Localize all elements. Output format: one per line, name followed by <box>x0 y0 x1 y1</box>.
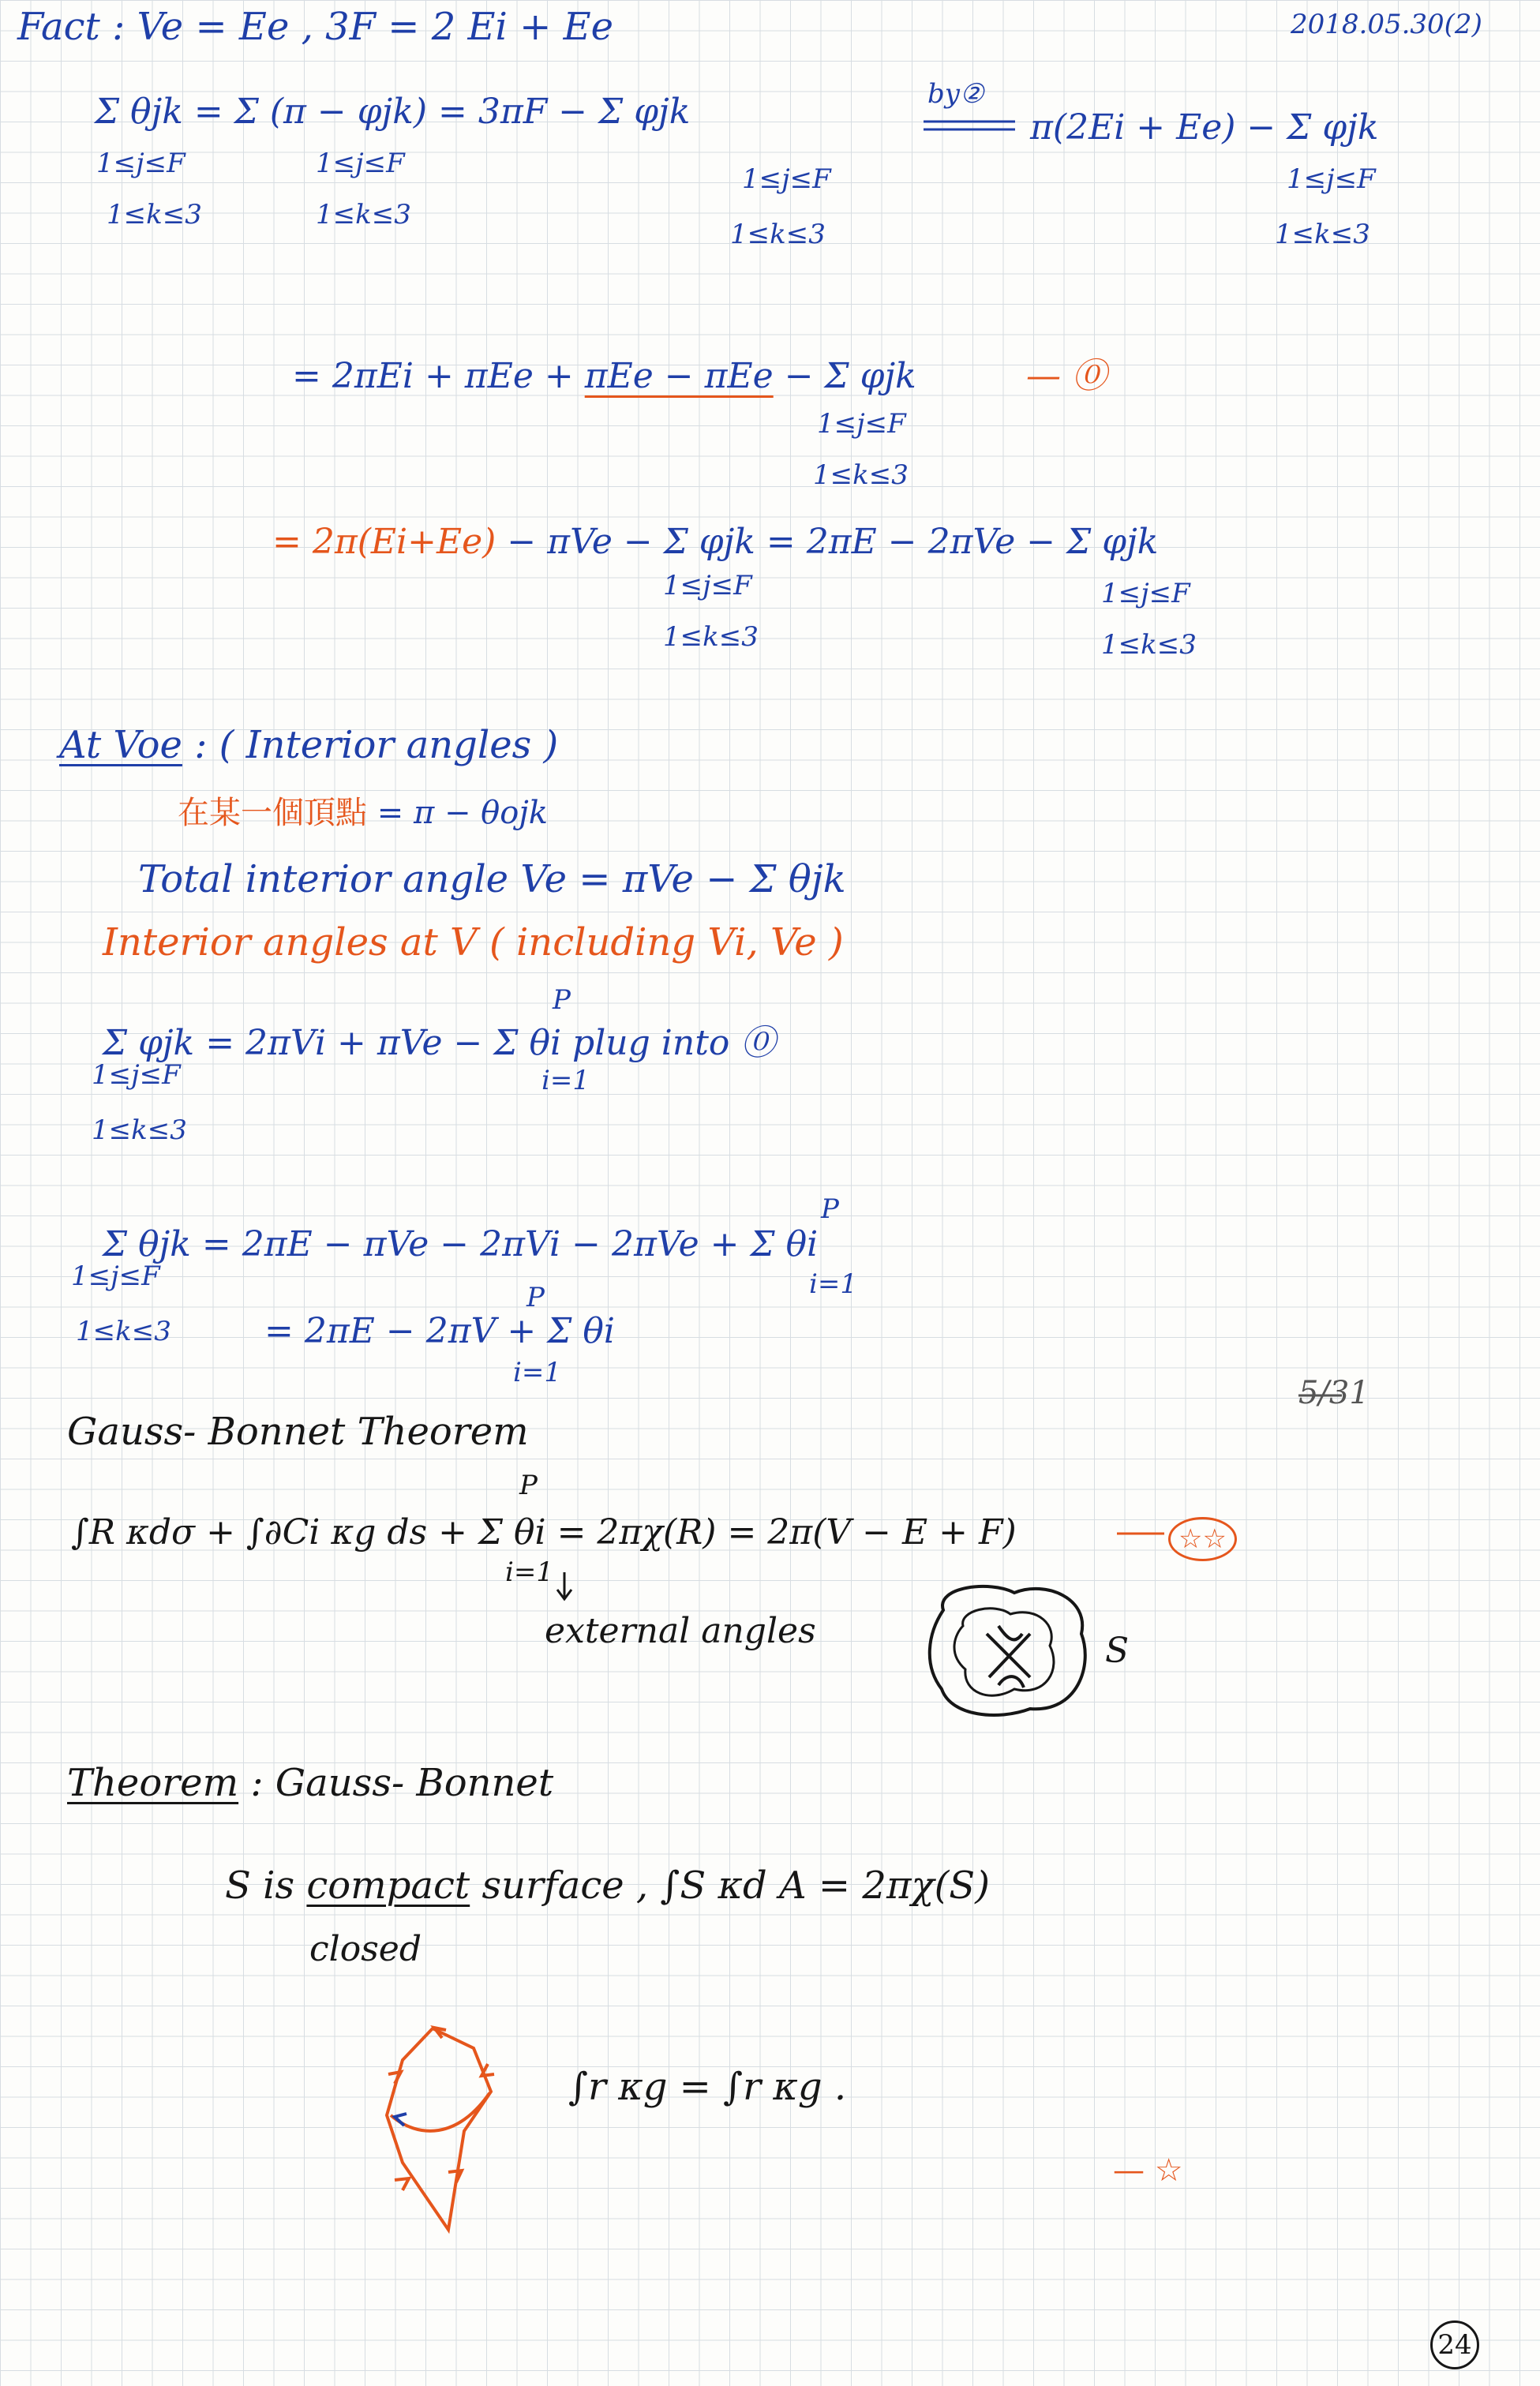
eq3-blue: − πVe − Σ φjk = 2πE − 2πVe − Σ φjk <box>507 522 1159 562</box>
theorem-title: : Gauss- Bonnet <box>250 1761 554 1805</box>
eq1-limit-k-4: 1≤k≤3 <box>1275 219 1370 250</box>
sum-theta-limit-k: 1≤k≤3 <box>76 1316 171 1347</box>
theorem-compact: compact <box>306 1863 470 1908</box>
eq1-limit-j-1: 1≤j≤F <box>96 148 185 179</box>
curve-diagram <box>371 2021 521 2242</box>
theorem-line <box>67 1761 554 1805</box>
margin-dash <box>1298 1393 1346 1398</box>
down-arrow-icon <box>553 1571 576 1602</box>
vertex-chinese-line <box>178 797 548 829</box>
eq3-orange: = 2π(Ei+Ee) <box>272 522 496 562</box>
sum-theta-lower-1: i=1 <box>809 1268 857 1300</box>
eq3-limit-j-1: 1≤j≤F <box>663 570 752 601</box>
sum-phi-limit-j: 1≤j≤F <box>92 1059 181 1091</box>
sum-theta-limit-j: 1≤j≤F <box>71 1260 160 1292</box>
total-interior-angle: Total interior angle Ve = πVe − Σ θjk <box>138 857 846 901</box>
eq1-limit-k-2: 1≤k≤3 <box>316 199 411 230</box>
gb-sum-lower: i=1 <box>505 1556 553 1588</box>
sum-theta-upper-1: P <box>821 1193 839 1225</box>
eq1-limit-j-4: 1≤j≤F <box>1287 163 1376 195</box>
eq3-line <box>272 522 1159 562</box>
sum-phi-lower: i=1 <box>541 1065 590 1096</box>
sum-theta-upper-2: P <box>526 1282 545 1313</box>
star-tag: — ☆ <box>1113 2152 1183 2189</box>
vertex-heading <box>59 723 559 767</box>
eq2-limit-j: 1≤j≤F <box>817 408 906 440</box>
margin-date: 5/31 <box>1298 1375 1370 1411</box>
eq3-limit-k-1: 1≤k≤3 <box>663 621 759 653</box>
eq2-line <box>292 356 916 396</box>
eq3-limit-j-2: 1≤j≤F <box>1101 578 1190 609</box>
sum-theta-lower-2: i=1 <box>513 1357 561 1388</box>
sum-theta-line1: Σ θjk = 2πE − πVe − 2πVi − 2πVe + Σ θi <box>103 1224 819 1264</box>
eq1-limit-k-1: 1≤k≤3 <box>107 199 202 230</box>
eq2-tag: — ⓪ <box>1026 356 1107 396</box>
surface-s-label: S <box>1105 1631 1130 1671</box>
sum-phi-line: Σ φjk = 2πVi + πVe − Σ θi plug into ⓪ <box>103 1023 776 1063</box>
eq3-limit-k-2: 1≤k≤3 <box>1101 629 1197 661</box>
sum-phi-limit-k: 1≤k≤3 <box>92 1114 187 1146</box>
page-number: 24 <box>1430 2320 1479 2369</box>
eq2-start: = 2πEi + πEe + <box>292 356 585 396</box>
eq1-limit-j-2: 1≤j≤F <box>316 148 405 179</box>
eq1-by-label: by② <box>927 78 984 110</box>
sum-theta-line2: = 2πE − 2πV + Σ θi <box>264 1311 615 1351</box>
eq1-limit-k-3: 1≤k≤3 <box>730 219 826 250</box>
theorem-label: Theorem <box>67 1761 239 1805</box>
gb-tag: ☆☆ <box>1168 1517 1237 1561</box>
theorem-statement-start: S is <box>225 1863 307 1908</box>
eq1-limit-j-3: 1≤j≤F <box>742 163 831 195</box>
surface-region-sketch <box>920 1579 1093 1721</box>
theorem-statement <box>225 1863 990 1908</box>
eq1-line: Σ θjk = Σ (π − φjk) = 3πF − Σ φjk <box>95 92 691 132</box>
vertex-chinese-rest: = π − θojk <box>377 795 548 831</box>
fact-line: Fact : Ve = Ee , 3F = 2 Ei + Ee <box>17 5 614 49</box>
vertex-heading-rest: : ( Interior angles ) <box>194 723 559 767</box>
eq2-underlined: πEe − πEe <box>584 356 774 396</box>
gb-sum-upper: P <box>519 1470 538 1501</box>
curve-equation: ∫r κg = ∫r κg . <box>568 2065 847 2109</box>
theorem-closed: closed <box>309 1929 422 1969</box>
sum-phi-upper: P <box>553 984 571 1016</box>
gb-title: Gauss- Bonnet Theorem <box>67 1410 529 1454</box>
equals-by-arrow <box>924 118 1018 134</box>
eq2-end: − Σ φjk <box>773 356 916 396</box>
vertex-chinese: 在某一個頂點 <box>178 795 367 831</box>
theorem-statement-end: surface , ∫S κd A = 2πχ(S) <box>470 1863 990 1908</box>
vertex-heading-label: At Voe <box>59 723 182 767</box>
date: 2018.05.30(2) <box>1291 9 1482 40</box>
gb-formula: ∫R κdσ + ∫∂Ci κg ds + Σ θi = 2πχ(R) = 2π(V − E + F) <box>71 1512 1017 1553</box>
external-angles-label: external angles <box>545 1611 816 1651</box>
eq2-limit-k: 1≤k≤3 <box>813 459 909 491</box>
eq1-rhs: π(2Ei + Ee) − Σ φjk <box>1030 107 1379 148</box>
interior-angles-at-v: Interior angles at V ( including Vi, Ve ) <box>103 920 844 965</box>
